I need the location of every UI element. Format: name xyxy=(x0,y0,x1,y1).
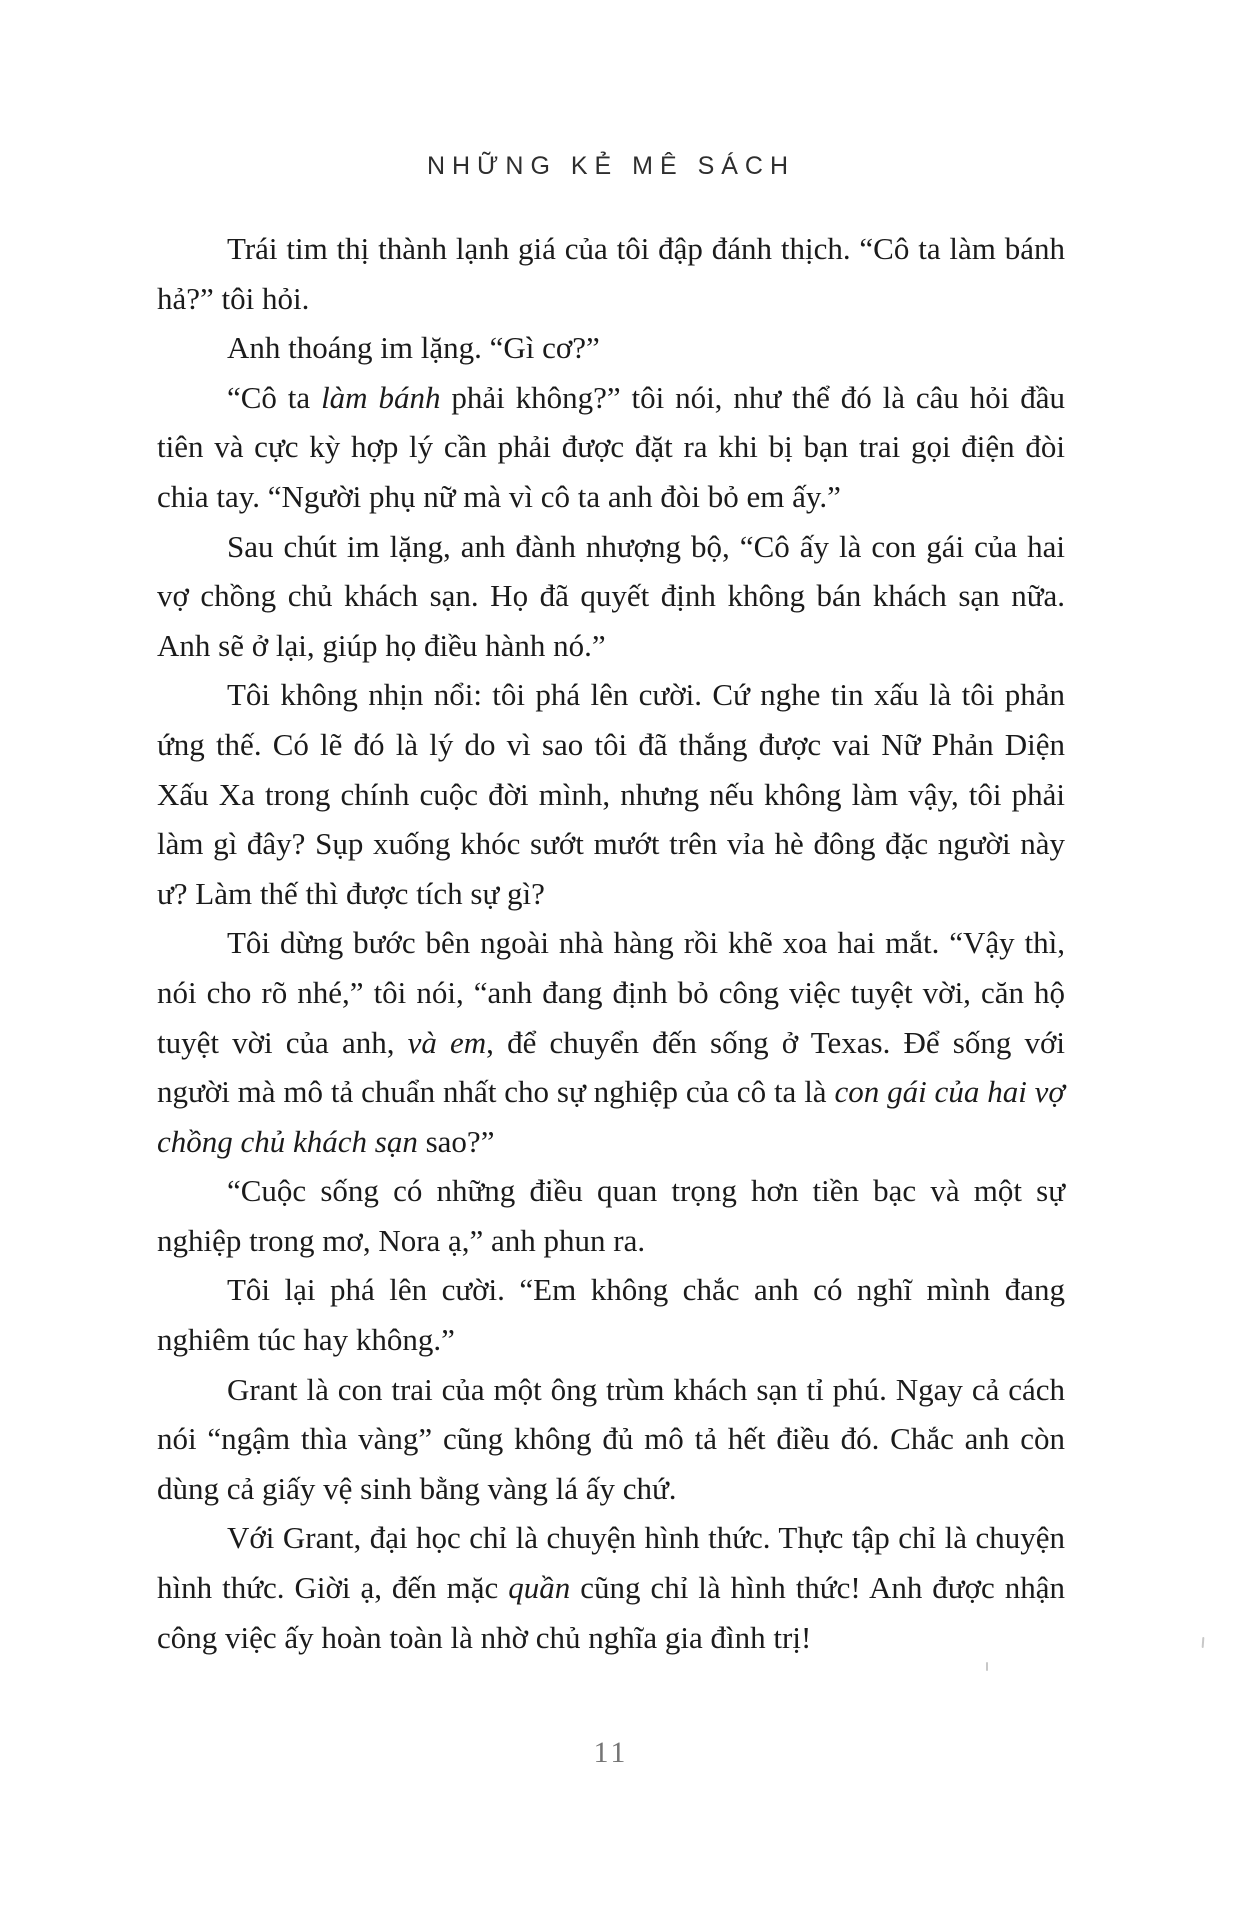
page-number: 11 xyxy=(593,1736,629,1769)
paragraph xyxy=(157,1265,1065,1364)
text-segment: sao?” xyxy=(417,1123,495,1159)
paragraph xyxy=(157,1513,1065,1662)
italic-text-segment: con gái của hai vợ chồng chủ khách sạn xyxy=(157,1074,1065,1159)
text-segment: “Cuộc sống có những điều quan trọng hơn tiền bạc và một sự nghiệp trong mơ, Nora ạ,” anh phun ra. xyxy=(157,1173,1065,1258)
text-segment: Sau chút im lặng, anh đành nhượng bộ, “Cô ấy là con gái của hai vợ chồng chủ khách sạn. Họ đã quyết định không bán khách sạn nữa. Anh sẽ ở lại, giúp họ điều hành nó.” xyxy=(157,528,1065,663)
text-segment: Grant là con trai của một ông trùm khách sạn tỉ phú. Ngay cả cách nói “ngậm thìa vàng” cũng không đủ mô tả hết điều đó. Chắc anh còn dùng cả giấy vệ sinh bằng vàng lá ấy chứ. xyxy=(157,1371,1065,1506)
italic-text-segment: và em xyxy=(407,1024,487,1060)
italic-text-segment: làm bánh xyxy=(321,379,441,415)
scan-artifact xyxy=(986,1662,988,1671)
paragraph xyxy=(157,1166,1065,1265)
text-segment: Tôi lại phá lên cười. “Em không chắc anh có nghĩ mình đang nghiêm túc hay không.” xyxy=(157,1272,1065,1358)
text-segment: Tôi không nhịn nổi: tôi phá lên cười. Cứ nghe tin xấu là tôi phản ứng thế. Có lẽ đó là lý do vì sao tôi đã thắng được vai Nữ Phản Diện Xấu Xa trong chính cuộc đời mình, nhưng nếu không làm vậy, tôi phải làm gì đây? Sụp xuống khóc sướt mướt trên vỉa hè đông đặc người này ư? Làm thế thì được tích sự gì? xyxy=(157,677,1065,911)
paragraph xyxy=(157,323,1065,373)
text-segment: “Cô ta xyxy=(227,379,322,415)
paragraph xyxy=(157,670,1065,918)
text-segment: Trái tim thị thành lạnh giá của tôi đập đánh thịch. “Cô ta làm bánh hả?” tôi hỏi. xyxy=(157,231,1065,316)
body-text xyxy=(157,224,1065,1662)
text-segment: Tôi dừng bước bên ngoài nhà hàng rồi khẽ xoa hai mắt. “Vậy thì, nói cho rõ nhé,” tôi nói, “anh đang định bỏ công việc tuyệt vời, căn hộ tuyệt vời của anh, xyxy=(157,925,1065,1060)
paragraph xyxy=(157,918,1065,1166)
running-header: NHỮNG KẺ MÊ SÁCH xyxy=(426,152,796,180)
text-segment: cũng chỉ là hình thức! Anh được nhận công việc ấy hoàn toàn là nhờ chủ nghĩa gia đình trị! xyxy=(157,1570,1065,1655)
text-segment: , để chuyển đến sống ở Texas. Để sống với người mà mô tả chuẩn nhất cho sự nghiệp của cô ta là xyxy=(157,1024,1065,1110)
text-segment: phải không?” tôi nói, như thể đó là câu hỏi đầu tiên và cực kỳ hợp lý cần phải được đặt ra khi bị bạn trai gọi điện đòi chia tay. “Người phụ nữ mà vì cô ta anh đòi bỏ em ấy.” xyxy=(157,379,1066,514)
paragraph xyxy=(157,1365,1065,1514)
paragraph xyxy=(157,373,1065,522)
scan-artifact xyxy=(1202,1637,1205,1648)
text-segment: Anh thoáng im lặng. “Gì cơ?” xyxy=(227,330,600,366)
paragraph xyxy=(157,224,1065,323)
italic-text-segment: quần xyxy=(508,1570,571,1606)
paragraph xyxy=(157,522,1065,671)
text-segment: Với Grant, đại học chỉ là chuyện hình thức. Thực tập chỉ là chuyện hình thức. Giời ạ, đến mặc xyxy=(157,1520,1065,1606)
